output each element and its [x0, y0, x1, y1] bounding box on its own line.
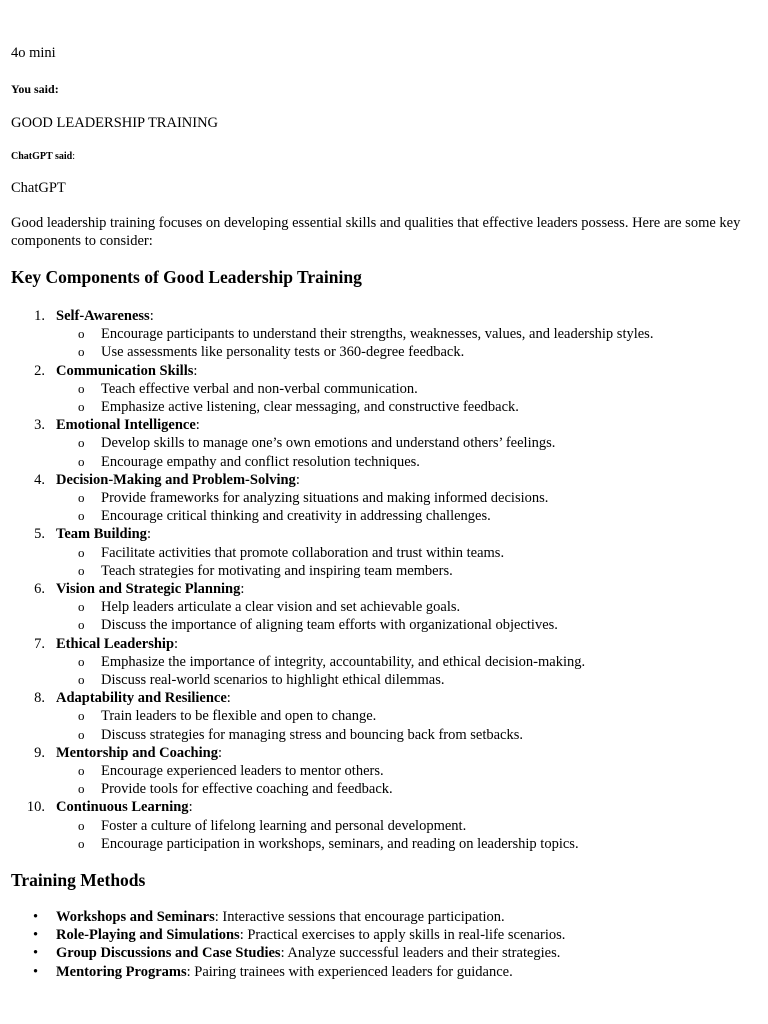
- component-subitem: [56, 653, 756, 671]
- assistant-said-colon: :: [72, 151, 76, 162]
- component-title: Communication Skills: [56, 362, 194, 379]
- bullet-icon: •: [33, 927, 39, 944]
- method-description: : Pairing trainees with experienced leaders for guidance.: [186, 963, 513, 980]
- component-colon: :: [146, 526, 151, 543]
- component-item: [11, 471, 756, 526]
- methods-heading: Training Methods: [11, 870, 146, 890]
- circle-bullet-icon: o: [78, 490, 85, 506]
- component-number: 6.: [34, 581, 45, 598]
- bullet-icon: •: [33, 945, 39, 962]
- component-number: 7.: [34, 635, 45, 652]
- component-subitem-text: Discuss real-world scenarios to highlight ethical dilemmas.: [101, 672, 445, 689]
- component-sublist: [56, 325, 756, 361]
- component-item: [11, 580, 756, 635]
- component-subitem: [56, 380, 756, 398]
- component-colon: :: [174, 635, 179, 652]
- component-subitem: [56, 835, 756, 853]
- circle-bullet-icon: o: [78, 781, 85, 797]
- circle-bullet-icon: o: [78, 344, 85, 360]
- circle-bullet-icon: o: [78, 380, 85, 396]
- component-item: [11, 416, 756, 471]
- circle-bullet-icon: o: [78, 763, 85, 779]
- component-title: Continuous Learning: [56, 799, 189, 816]
- method-title: Role-Playing and Simulations: [56, 927, 240, 944]
- component-subitem-text: Teach strategies for motivating and inspiring team members.: [101, 562, 453, 579]
- component-subitem-text: Encourage experienced leaders to mentor others.: [101, 763, 384, 780]
- circle-bullet-icon: o: [78, 672, 85, 688]
- component-subitem-text: Use assessments like personality tests or 360-degree feedback.: [101, 344, 465, 361]
- component-subitem: [56, 562, 756, 580]
- components-list: [11, 307, 756, 853]
- circle-bullet-icon: o: [78, 726, 85, 742]
- component-title: Decision-Making and Problem-Solving: [56, 471, 296, 488]
- component-subitem: [56, 489, 756, 507]
- method-item: [11, 963, 756, 981]
- method-item: [11, 908, 756, 926]
- component-item: [11, 635, 756, 690]
- method-title: Mentoring Programs: [56, 963, 187, 980]
- component-title: Vision and Strategic Planning: [56, 581, 241, 598]
- component-subitem: [56, 434, 756, 452]
- component-subitem: [56, 726, 756, 744]
- component-subitem-text: Foster a culture of lifelong learning and personal development.: [101, 817, 467, 834]
- circle-bullet-icon: o: [78, 453, 85, 469]
- component-colon: :: [217, 744, 222, 761]
- circle-bullet-icon: o: [78, 399, 85, 415]
- component-colon: :: [195, 417, 200, 434]
- component-subitem-text: Provide frameworks for analyzing situations and making informed decisions.: [101, 490, 549, 507]
- method-title: Workshops and Seminars: [56, 909, 215, 925]
- component-subitem-text: Emphasize the importance of integrity, accountability, and ethical decision-making.: [101, 653, 586, 670]
- component-sublist: [56, 598, 756, 634]
- component-subitem-text: Facilitate activities that promote collaboration and trust within teams.: [101, 544, 505, 561]
- circle-bullet-icon: o: [78, 326, 85, 342]
- components-heading: Key Components of Good Leadership Training: [11, 267, 362, 287]
- circle-bullet-icon: o: [78, 435, 85, 451]
- circle-bullet-icon: o: [78, 544, 85, 560]
- component-sublist: [56, 817, 756, 853]
- intro-paragraph: Good leadership training focuses on developing essential skills and qualities that effective leaders possess. Here are some key components to consider:: [11, 215, 741, 249]
- circle-bullet-icon: o: [78, 599, 85, 615]
- component-subitem: [56, 780, 756, 798]
- component-number: 1.: [34, 308, 45, 324]
- component-subitem: [56, 762, 756, 780]
- component-number: 2.: [34, 362, 45, 379]
- circle-bullet-icon: o: [78, 617, 85, 633]
- component-subitem: [56, 671, 756, 689]
- component-subitem: [56, 453, 756, 471]
- component-subitem: [56, 398, 756, 416]
- component-title: Adaptability and Resilience: [56, 690, 227, 707]
- component-subitem-text: Encourage participation in workshops, seminars, and reading on leadership topics.: [101, 835, 579, 852]
- component-colon: :: [226, 690, 231, 707]
- component-number: 9.: [34, 744, 45, 761]
- component-item: [11, 798, 756, 853]
- component-sublist: [56, 434, 756, 470]
- component-subitem: [56, 507, 756, 525]
- component-number: 5.: [34, 526, 45, 543]
- bullet-icon: •: [33, 963, 39, 980]
- component-title: Emotional Intelligence: [56, 417, 196, 434]
- component-colon: :: [295, 471, 300, 488]
- component-subitem: [56, 616, 756, 634]
- component-title: Mentorship and Coaching: [56, 744, 218, 761]
- component-subitem: [56, 707, 756, 725]
- component-subitem-text: Encourage empathy and conflict resolution techniques.: [101, 453, 420, 470]
- method-description: : Practical exercises to apply skills in real-life scenarios.: [239, 927, 566, 944]
- component-item: [11, 362, 756, 417]
- method-title: Group Discussions and Case Studies: [56, 945, 281, 962]
- component-subitem-text: Emphasize active listening, clear messaging, and constructive feedback.: [101, 399, 519, 416]
- component-subitem-text: Encourage critical thinking and creativity in addressing challenges.: [101, 508, 491, 525]
- component-subitem-text: Help leaders articulate a clear vision and set achievable goals.: [101, 599, 461, 616]
- method-item: [11, 926, 756, 944]
- component-subitem: [56, 598, 756, 616]
- component-title: Ethical Leadership: [56, 635, 175, 652]
- component-sublist: [56, 489, 756, 525]
- component-subitem-text: Train leaders to be flexible and open to change.: [101, 708, 377, 725]
- method-item: [11, 944, 756, 962]
- method-description: : Interactive sessions that encourage participation.: [214, 909, 505, 925]
- component-number: 4.: [34, 471, 45, 488]
- bullet-icon: •: [33, 909, 39, 925]
- circle-bullet-icon: o: [78, 708, 85, 724]
- circle-bullet-icon: o: [78, 817, 85, 833]
- assistant-said-text: ChatGPT said: [11, 151, 73, 162]
- component-subitem-text: Encourage participants to understand their strengths, weaknesses, values, and leadership styles.: [101, 326, 654, 343]
- component-number: 10.: [26, 799, 45, 816]
- assistant-said-label: [11, 148, 75, 166]
- circle-bullet-icon: o: [78, 508, 85, 524]
- user-message: GOOD LEADERSHIP TRAINING: [11, 115, 219, 131]
- component-subitem: [56, 343, 756, 361]
- assistant-name: ChatGPT: [11, 180, 66, 196]
- component-subitem-text: Teach effective verbal and non-verbal communication.: [101, 380, 418, 397]
- component-subitem: [56, 817, 756, 835]
- component-subitem-text: Discuss strategies for managing stress and bouncing back from setbacks.: [101, 726, 524, 743]
- component-colon: :: [240, 581, 245, 598]
- component-colon: :: [193, 362, 198, 379]
- component-subitem: [56, 325, 756, 343]
- circle-bullet-icon: o: [78, 835, 85, 851]
- component-title: Self-Awareness: [56, 308, 150, 324]
- component-sublist: [56, 380, 756, 416]
- component-subitem-text: Develop skills to manage one’s own emotions and understand others’ feelings.: [101, 435, 556, 452]
- model-label: 4o mini: [11, 45, 56, 61]
- circle-bullet-icon: o: [78, 562, 85, 578]
- component-item: [11, 689, 756, 744]
- component-sublist: [56, 762, 756, 798]
- component-colon: :: [188, 799, 193, 816]
- component-subitem: [56, 544, 756, 562]
- circle-bullet-icon: o: [78, 653, 85, 669]
- component-colon: :: [149, 308, 154, 324]
- component-item: [11, 744, 756, 799]
- component-sublist: [56, 707, 756, 743]
- component-subitem-text: Discuss the importance of aligning team efforts with organizational objectives.: [101, 617, 558, 634]
- method-description: : Analyze successful leaders and their strategies.: [280, 945, 561, 962]
- component-item: [11, 525, 756, 580]
- you-said-label: You said:: [11, 82, 59, 96]
- component-item: [11, 307, 756, 362]
- component-subitem-text: Provide tools for effective coaching and feedback.: [101, 781, 393, 798]
- methods-list: [11, 908, 756, 981]
- component-sublist: [56, 544, 756, 580]
- component-title: Team Building: [56, 526, 147, 543]
- component-number: 8.: [34, 690, 45, 707]
- component-number: 3.: [34, 417, 45, 434]
- component-sublist: [56, 653, 756, 689]
